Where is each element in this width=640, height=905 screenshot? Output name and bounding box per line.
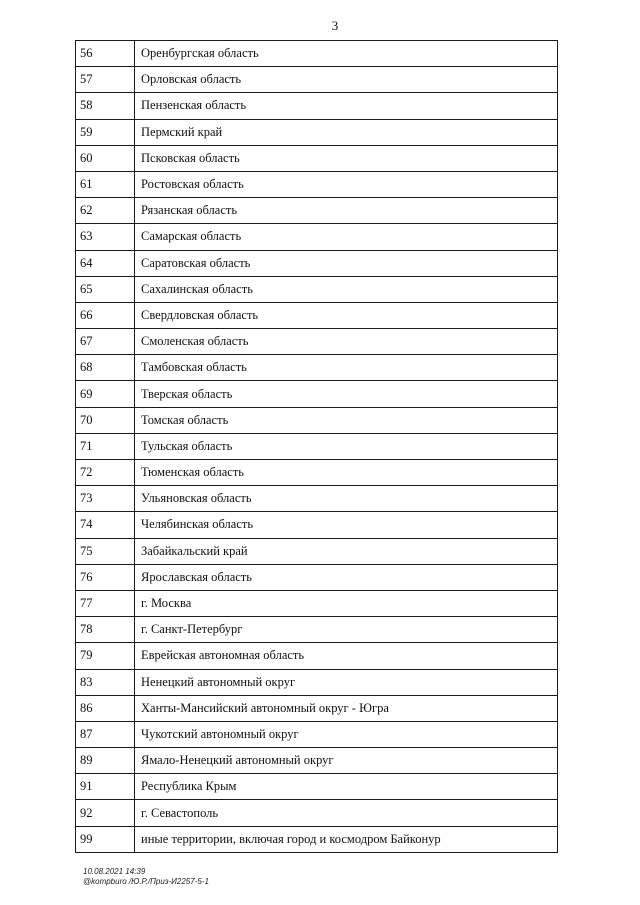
region-code-cell: 83 — [76, 669, 135, 695]
region-code-cell: 62 — [76, 198, 135, 224]
region-code-cell: 75 — [76, 538, 135, 564]
region-name-cell: Пермский край — [135, 119, 558, 145]
table-row — [76, 381, 558, 407]
table-row — [76, 433, 558, 459]
region-name-cell: Саратовская область — [135, 250, 558, 276]
region-code-cell: 63 — [76, 224, 135, 250]
region-code-cell: 76 — [76, 564, 135, 590]
region-code-cell: 86 — [76, 695, 135, 721]
table-row — [76, 198, 558, 224]
region-code-cell: 69 — [76, 381, 135, 407]
footer-reference: @kompburo /Ю.Р./Приз-И2257-5-1 — [83, 877, 209, 886]
table-row — [76, 617, 558, 643]
table-row — [76, 512, 558, 538]
region-name-cell: Забайкальский край — [135, 538, 558, 564]
region-name-cell: Рязанская область — [135, 198, 558, 224]
table-row — [76, 669, 558, 695]
region-name-cell: Ненецкий автономный округ — [135, 669, 558, 695]
table-row — [76, 171, 558, 197]
table-row — [76, 538, 558, 564]
table-row — [76, 224, 558, 250]
table-row — [76, 67, 558, 93]
region-code-cell: 59 — [76, 119, 135, 145]
table-row — [76, 145, 558, 171]
region-name-cell: г. Севастополь — [135, 800, 558, 826]
table-row — [76, 800, 558, 826]
region-name-cell: Тульская область — [135, 433, 558, 459]
region-code-cell: 70 — [76, 407, 135, 433]
region-name-cell: Ростовская область — [135, 171, 558, 197]
table-row — [76, 276, 558, 302]
regions-table — [75, 40, 558, 853]
region-code-cell: 60 — [76, 145, 135, 171]
region-code-cell: 65 — [76, 276, 135, 302]
document-footer — [83, 867, 209, 887]
region-code-cell: 92 — [76, 800, 135, 826]
region-name-cell: Тамбовская область — [135, 355, 558, 381]
region-code-cell: 57 — [76, 67, 135, 93]
table-row — [76, 826, 558, 852]
region-code-cell: 77 — [76, 590, 135, 616]
region-code-cell: 99 — [76, 826, 135, 852]
region-name-cell: г. Москва — [135, 590, 558, 616]
region-code-cell: 87 — [76, 721, 135, 747]
region-name-cell: Ульяновская область — [135, 486, 558, 512]
region-name-cell: Ханты-Мансийский автономный округ - Югра — [135, 695, 558, 721]
region-name-cell: Чукотский автономный округ — [135, 721, 558, 747]
table-row — [76, 250, 558, 276]
table-row — [76, 93, 558, 119]
region-name-cell: Орловская область — [135, 67, 558, 93]
table-row — [76, 486, 558, 512]
region-name-cell: иные территории, включая город и космодром Байконур — [135, 826, 558, 852]
region-name-cell: Ямало-Ненецкий автономный округ — [135, 748, 558, 774]
regions-table-body — [76, 41, 558, 853]
table-row — [76, 119, 558, 145]
region-code-cell: 78 — [76, 617, 135, 643]
table-row — [76, 329, 558, 355]
region-name-cell: Сахалинская область — [135, 276, 558, 302]
region-code-cell: 73 — [76, 486, 135, 512]
region-name-cell: Еврейская автономная область — [135, 643, 558, 669]
region-name-cell: Томская область — [135, 407, 558, 433]
region-code-cell: 66 — [76, 302, 135, 328]
region-name-cell: Свердловская область — [135, 302, 558, 328]
region-name-cell: Самарская область — [135, 224, 558, 250]
region-code-cell: 58 — [76, 93, 135, 119]
table-row — [76, 355, 558, 381]
table-row — [76, 695, 558, 721]
table-row — [76, 564, 558, 590]
region-code-cell: 61 — [76, 171, 135, 197]
table-row — [76, 748, 558, 774]
region-name-cell: Оренбургская область — [135, 41, 558, 67]
region-name-cell: Смоленская область — [135, 329, 558, 355]
region-code-cell: 79 — [76, 643, 135, 669]
region-code-cell: 74 — [76, 512, 135, 538]
region-code-cell: 64 — [76, 250, 135, 276]
region-code-cell: 68 — [76, 355, 135, 381]
page-number: 3 — [331, 18, 339, 33]
table-row — [76, 590, 558, 616]
region-name-cell: Тверская область — [135, 381, 558, 407]
table-row — [76, 721, 558, 747]
footer-timestamp: 10.08.2021 14:39 — [83, 867, 146, 876]
table-row — [76, 407, 558, 433]
region-name-cell: Челябинская область — [135, 512, 558, 538]
table-row — [76, 41, 558, 67]
region-name-cell: Ярославская область — [135, 564, 558, 590]
region-code-cell: 72 — [76, 460, 135, 486]
region-name-cell: Республика Крым — [135, 774, 558, 800]
region-code-cell: 67 — [76, 329, 135, 355]
region-code-cell: 91 — [76, 774, 135, 800]
region-code-cell: 71 — [76, 433, 135, 459]
region-code-cell: 56 — [76, 41, 135, 67]
region-code-cell: 89 — [76, 748, 135, 774]
region-name-cell: Псковская область — [135, 145, 558, 171]
region-name-cell: Тюменская область — [135, 460, 558, 486]
table-row — [76, 460, 558, 486]
region-name-cell: г. Санкт-Петербург — [135, 617, 558, 643]
table-row — [76, 302, 558, 328]
region-name-cell: Пензенская область — [135, 93, 558, 119]
table-row — [76, 643, 558, 669]
table-row — [76, 774, 558, 800]
